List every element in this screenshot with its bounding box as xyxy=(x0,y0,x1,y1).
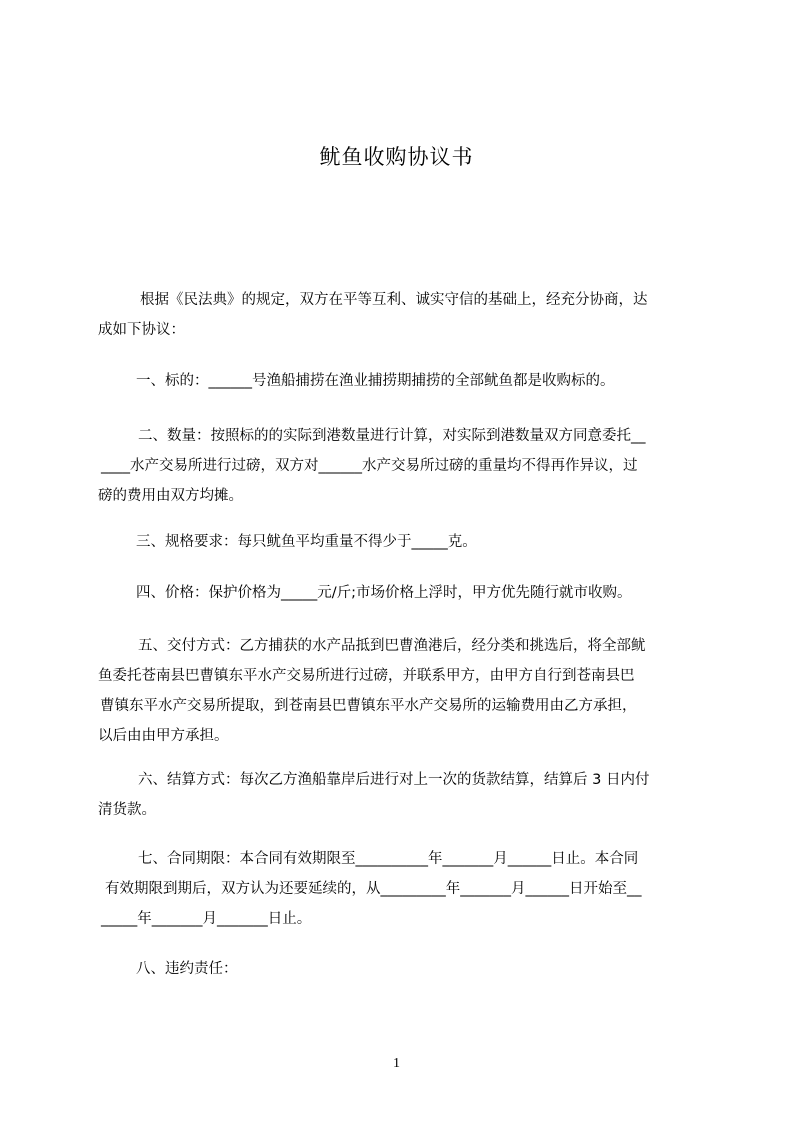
clause-term-line-3: _____年_______月_______日止。 xyxy=(101,911,312,927)
clause-delivery-line-3: 曹镇东平水产交易所提取，到苍南县巴曹镇东平水产交易所的运输费用由乙方承担， xyxy=(100,698,637,714)
clause-price xyxy=(98,578,700,608)
clause-breach-line-1: 八、违约责任： xyxy=(136,961,238,977)
clause-settlement xyxy=(98,765,700,825)
clause-term-line-2: 有效期限到期后，双方认为还要延续的，从_________年_______月______日开始至__ xyxy=(105,881,642,897)
clause-settlement-line-2: 清货款。 xyxy=(98,802,156,818)
clause-term-line-1: 七、合同期限：本合同有效期限至__________年_______月______日止。本合同 xyxy=(138,851,639,867)
clause-subject-line-1: 一、标的：______号渔船捕捞在渔业捕捞期捕捞的全部鱿鱼都是收购标的。 xyxy=(136,373,615,389)
clause-subject xyxy=(98,366,700,396)
preamble-paragraph xyxy=(98,285,700,345)
clause-breach xyxy=(98,954,700,984)
page-number: 1 xyxy=(393,1056,400,1071)
clause-delivery xyxy=(98,631,700,751)
clause-delivery-line-1: 五、交付方式：乙方捕获的水产品抵到巴曹渔港后，经分类和挑选后，将全部鱿 xyxy=(138,638,646,654)
preamble-line-1: 根据《民法典》的规定，双方在平等互利、诚实守信的基础上，经充分协商，达 xyxy=(140,292,648,308)
clause-price-line-1: 四、价格：保护价格为_____元/斤;市场价格上浮时，甲方优先随行就市收购。 xyxy=(136,585,632,601)
clause-quantity-line-3: 磅的费用由双方均摊。 xyxy=(98,488,243,504)
preamble-line-2: 成如下协议： xyxy=(98,322,185,338)
document-title: 鱿鱼收购协议书 xyxy=(319,145,474,169)
clause-settlement-line-1: 六、结算方式：每次乙方渔船靠岸后进行对上一次的货款结算，结算后 3 日内付 xyxy=(138,772,650,788)
clause-term xyxy=(98,844,700,934)
clause-specification-line-1: 三、规格要求：每只鱿鱼平均重量不得少于_____克。 xyxy=(136,534,477,550)
clause-delivery-line-4: 以后由由甲方承担。 xyxy=(98,728,229,744)
clause-quantity xyxy=(98,421,700,511)
clause-quantity-line-2: ____水产交易所进行过磅，双方对______水产交易所过磅的重量均不得再作异议，过 xyxy=(101,458,638,474)
clause-quantity-line-1: 二、数量：按照标的的实际到港数量进行计算，对实际到港数量双方同意委托__ xyxy=(138,428,646,444)
clause-delivery-line-2: 鱼委托苍南县巴曹镇东平水产交易所进行过磅，并联系甲方，由甲方自行到苍南县巴 xyxy=(98,668,635,684)
clause-specification xyxy=(98,527,700,557)
